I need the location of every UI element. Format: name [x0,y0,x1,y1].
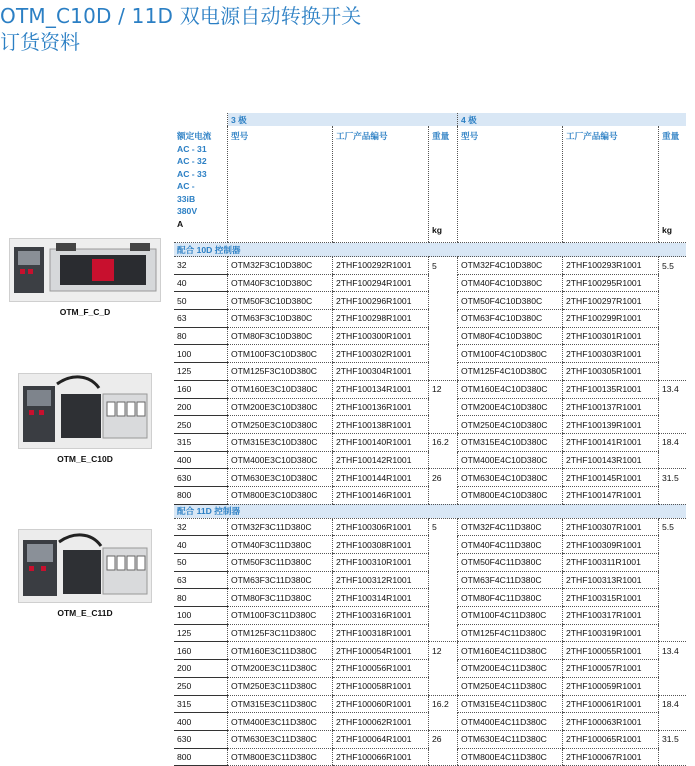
weight-4p-cell [659,416,687,434]
weight-3p-cell [429,292,458,310]
ordering-table [174,113,686,766]
product-no-4p-cell: 2THF100305R1001 [563,363,659,381]
product-no-4p-cell: 2THF100293R1001 [563,257,659,275]
model-3p-cell: OTM630E3C11D380C [228,730,333,748]
weight-3p-cell [429,677,458,695]
model-3p-cell: OTM32F3C11D380C [228,518,333,536]
weight-3p-cell [429,398,458,416]
weight-3p-cell [429,310,458,328]
rated-current-cell: 32 [174,518,228,536]
model-4p-cell: OTM100F4C10D380C [458,345,563,363]
group-label: 配合 11D 控制器 [174,504,686,518]
otm-f-c-d-switch-photo [9,238,161,302]
product-no-4p-cell: 2THF100313R1001 [563,571,659,589]
table-row [174,345,686,363]
pole4-header: 4 极 [458,113,687,126]
product-no-4p-cell: 2THF100063R1001 [563,713,659,731]
rated-current-cell: 400 [174,451,228,469]
table-row [174,518,686,536]
weight-3p-cell: 26 [429,469,458,487]
product-no-3p-cell: 2THF100066R1001 [333,748,429,766]
product-no-3p-cell: 2THF100060R1001 [333,695,429,713]
weight-3p-cell [429,660,458,678]
table-row [174,677,686,695]
model-3p-cell: OTM630E3C10D380C [228,469,333,487]
model-3p-cell: OTM200E3C10D380C [228,398,333,416]
weight-4p-cell [659,713,687,731]
model-4p-cell: OTM40F4C11D380C [458,536,563,554]
weight-4p-cell [659,571,687,589]
model-4p-cell: OTM200E4C10D380C [458,398,563,416]
weight-3p-cell: 12 [429,380,458,398]
model-4p-cell: OTM40F4C10D380C [458,274,563,292]
weight-4p-cell [659,310,687,328]
product-no-4p-cell: 2THF100067R1001 [563,748,659,766]
product-no-4p-cell: 2THF100303R1001 [563,345,659,363]
weight-4p-cell [659,607,687,625]
weight-3p-cell [429,274,458,292]
weight-3p-cell [429,416,458,434]
product-no-3p-cell: 2THF100316R1001 [333,607,429,625]
weight-4p-cell [659,274,687,292]
weight-3p-cell [429,536,458,554]
model-4p-cell: OTM50F4C10D380C [458,292,563,310]
product-no-4p-cell: 2THF100059R1001 [563,677,659,695]
product-caption: OTM_F_C_D [59,307,111,317]
weight-3p-cell: 26 [429,730,458,748]
product-no-3p-cell: 2THF100054R1001 [333,642,429,660]
product-no-3p-cell: 2THF100300R1001 [333,327,429,345]
otm-e-c11d-switch-photo [18,529,152,603]
model-3p-cell: OTM200E3C11D380C [228,660,333,678]
model-4p-cell: OTM315E4C11D380C [458,695,563,713]
product-no-3p-cell: 2THF100302R1001 [333,345,429,363]
rated-current-cell: 800 [174,748,228,766]
product-no-3p-cell: 2THF100296R1001 [333,292,429,310]
model-3p-cell: OTM100F3C10D380C [228,345,333,363]
product-no-4p-cell: 2THF100135R1001 [563,380,659,398]
model-3p-cell: OTM160E3C10D380C [228,380,333,398]
model-3p-cell: OTM40F3C11D380C [228,536,333,554]
model-4p-cell: OTM80F4C10D380C [458,327,563,345]
product-no-4p-cell: 2THF100295R1001 [563,274,659,292]
weight-4p-cell: 18.4 [659,695,687,713]
model-4p-cell: OTM160E4C11D380C [458,642,563,660]
model-header-4p: 型号 [458,126,563,243]
model-4p-cell: OTM800E4C10D380C [458,486,563,504]
model-3p-cell: OTM800E3C10D380C [228,486,333,504]
rated-current-cell: 160 [174,380,228,398]
weight-4p-cell [659,292,687,310]
model-4p-cell: OTM32F4C10D380C [458,257,563,275]
model-3p-cell: OTM50F3C11D380C [228,554,333,572]
product-no-3p-cell: 2THF100306R1001 [333,518,429,536]
product-no-3p-cell: 2THF100298R1001 [333,310,429,328]
weight-header-4p [659,126,687,243]
switch-illustration [19,530,151,602]
product-no-4p-cell: 2THF100145R1001 [563,469,659,487]
weight-3p-cell: 5 [429,518,458,536]
model-header-3p: 型号 [228,126,333,243]
table-row [174,695,686,713]
weight-4p-cell [659,748,687,766]
product-no-4p-cell: 2THF100061R1001 [563,695,659,713]
product-no-4p-cell: 2THF100139R1001 [563,416,659,434]
product-no-header-4p: 工厂产品编号 [563,126,659,243]
product-no-4p-cell: 2THF100317R1001 [563,607,659,625]
weight-3p-cell: 5 [429,257,458,275]
table-row [174,327,686,345]
weight-4p-cell: 5.5 [659,518,687,536]
table-row [174,451,686,469]
rated-current-cell: 250 [174,677,228,695]
rated-current-cell: 200 [174,398,228,416]
model-4p-cell: OTM250E4C11D380C [458,677,563,695]
weight-4p-cell [659,536,687,554]
product-no-3p-cell: 2THF100136R1001 [333,398,429,416]
model-4p-cell: OTM63F4C11D380C [458,571,563,589]
model-3p-cell: OTM63F3C11D380C [228,571,333,589]
table-row [174,398,686,416]
page-title: OTM_C10D / 11D 双电源自动转换开关 [0,4,362,28]
weight-3p-cell [429,607,458,625]
rated-current-cell: 80 [174,327,228,345]
rated-current-cell: 63 [174,571,228,589]
table-row [174,380,686,398]
table-row [174,730,686,748]
product-no-4p-cell: 2THF100147R1001 [563,486,659,504]
weight-3p-cell: 16.2 [429,695,458,713]
weight-4p-cell: 31.5 [659,469,687,487]
rated-current-line: AC - 33 [177,168,207,179]
rated-current-header [174,126,228,243]
weight-4p-cell [659,345,687,363]
rated-current-cell: 80 [174,589,228,607]
product-no-3p-cell: 2THF100138R1001 [333,416,429,434]
table-row [174,292,686,310]
table-row [174,310,686,328]
model-4p-cell: OTM125F4C11D380C [458,624,563,642]
table-row [174,274,686,292]
product-no-3p-cell: 2THF100146R1001 [333,486,429,504]
product-caption: OTM_E_C11D [57,608,113,618]
page-subtitle: 订货资料 [0,30,80,54]
rated-current-cell: 630 [174,469,228,487]
product-no-4p-cell: 2THF100307R1001 [563,518,659,536]
model-3p-cell: OTM400E3C10D380C [228,451,333,469]
product-no-4p-cell: 2THF100309R1001 [563,536,659,554]
weight-label: 重量 [432,131,450,141]
table-row [174,642,686,660]
product-no-3p-cell: 2THF100308R1001 [333,536,429,554]
product-no-3p-cell: 2THF100062R1001 [333,713,429,731]
product-no-4p-cell: 2THF100297R1001 [563,292,659,310]
rated-current-line: 380V [177,206,198,216]
table-row [174,660,686,678]
model-3p-cell: OTM80F3C11D380C [228,589,333,607]
rated-current-cell: 315 [174,695,228,713]
weight-4p-cell [659,486,687,504]
table-row [174,713,686,731]
model-4p-cell: OTM630E4C11D380C [458,730,563,748]
rated-current-cell: 63 [174,310,228,328]
table-row [174,571,686,589]
product-no-3p-cell: 2THF100310R1001 [333,554,429,572]
product-no-3p-cell: 2THF100134R1001 [333,380,429,398]
rated-current-line: 33iB [177,193,196,204]
model-4p-cell: OTM32F4C11D380C [458,518,563,536]
weight-4p-cell: 13.4 [659,642,687,660]
table-row [174,469,686,487]
weight-4p-cell [659,398,687,416]
weight-3p-cell: 16.2 [429,433,458,451]
weight-3p-cell [429,554,458,572]
table-row [174,624,686,642]
model-3p-cell: OTM40F3C10D380C [228,274,333,292]
model-3p-cell: OTM800E3C11D380C [228,748,333,766]
product-no-3p-cell: 2THF100064R1001 [333,730,429,748]
product-no-3p-cell: 2THF100318R1001 [333,624,429,642]
model-4p-cell: OTM80F4C11D380C [458,589,563,607]
product-no-4p-cell: 2THF100319R1001 [563,624,659,642]
pole3-header: 3 极 [228,113,458,126]
column-header-row [174,126,686,243]
product-no-4p-cell: 2THF100057R1001 [563,660,659,678]
rated-current-cell: 630 [174,730,228,748]
rated-current-cell: 100 [174,607,228,625]
product-no-4p-cell: 2THF100137R1001 [563,398,659,416]
rated-current-line: AC - [177,181,195,191]
weight-3p-cell [429,486,458,504]
table-row [174,589,686,607]
product-block [0,373,170,464]
model-4p-cell: OTM125F4C10D380C [458,363,563,381]
model-4p-cell: OTM160E4C10D380C [458,380,563,398]
table-row [174,554,686,572]
rated-current-cell: 250 [174,416,228,434]
rated-current-line: AC - 31 [177,143,207,154]
model-3p-cell: OTM63F3C10D380C [228,310,333,328]
model-3p-cell: OTM32F3C10D380C [228,257,333,275]
product-no-4p-cell: 2THF100315R1001 [563,589,659,607]
weight-4p-cell: 31.5 [659,730,687,748]
model-3p-cell: OTM160E3C11D380C [228,642,333,660]
model-4p-cell: OTM100F4C11D380C [458,607,563,625]
weight-4p-cell [659,677,687,695]
product-no-header-3p: 工厂产品编号 [333,126,429,243]
pole-header-row [174,113,686,126]
model-3p-cell: OTM80F3C10D380C [228,327,333,345]
table-row [174,607,686,625]
rated-current-cell: 800 [174,486,228,504]
model-3p-cell: OTM100F3C11D380C [228,607,333,625]
weight-unit: kg [432,225,443,235]
otm-e-c10d-switch-photo [18,373,152,449]
weight-3p-cell [429,345,458,363]
weight-3p-cell [429,624,458,642]
rated-current-line: 额定电流 [177,131,212,141]
rated-current-cell: 40 [174,274,228,292]
group-label: 配合 10D 控制器 [174,243,686,257]
model-4p-cell: OTM630E4C10D380C [458,469,563,487]
product-block [0,529,170,618]
table-row [174,486,686,504]
weight-4p-cell [659,589,687,607]
rated-current-cell: 32 [174,257,228,275]
table-row [174,536,686,554]
product-block [0,238,170,317]
rated-current-cell: 125 [174,624,228,642]
weight-4p-cell [659,554,687,572]
product-no-3p-cell: 2THF100292R1001 [333,257,429,275]
product-no-3p-cell: 2THF100304R1001 [333,363,429,381]
product-no-3p-cell: 2THF100144R1001 [333,469,429,487]
rated-current-unit: A [177,218,184,229]
product-no-4p-cell: 2THF100143R1001 [563,451,659,469]
product-no-3p-cell: 2THF100294R1001 [333,274,429,292]
rated-current-cell: 40 [174,536,228,554]
product-no-3p-cell: 2THF100314R1001 [333,589,429,607]
product-no-3p-cell: 2THF100058R1001 [333,677,429,695]
model-4p-cell: OTM400E4C11D380C [458,713,563,731]
model-3p-cell: OTM125F3C10D380C [228,363,333,381]
model-4p-cell: OTM250E4C10D380C [458,416,563,434]
model-3p-cell: OTM250E3C11D380C [228,677,333,695]
model-3p-cell: OTM315E3C11D380C [228,695,333,713]
model-3p-cell: OTM125F3C11D380C [228,624,333,642]
group-header-row [174,243,686,257]
model-3p-cell: OTM250E3C10D380C [228,416,333,434]
weight-3p-cell [429,451,458,469]
product-no-4p-cell: 2THF100065R1001 [563,730,659,748]
weight-3p-cell [429,713,458,731]
product-no-3p-cell: 2THF100312R1001 [333,571,429,589]
rated-current-line: AC - 32 [177,156,207,166]
rated-current-cell: 50 [174,292,228,310]
weight-3p-cell: 12 [429,642,458,660]
model-4p-cell: OTM63F4C10D380C [458,310,563,328]
rated-current-cell: 315 [174,433,228,451]
weight-label: 重量 [662,131,680,141]
weight-unit: kg [662,225,673,235]
switch-illustration [10,239,160,301]
weight-4p-cell [659,660,687,678]
weight-4p-cell: 13.4 [659,380,687,398]
product-caption: OTM_E_C10D [57,454,113,464]
weight-4p-cell [659,451,687,469]
rated-current-cell: 200 [174,660,228,678]
weight-header-3p [429,126,458,243]
weight-3p-cell [429,363,458,381]
table-row [174,257,686,275]
model-4p-cell: OTM200E4C11D380C [458,660,563,678]
weight-3p-cell [429,748,458,766]
model-3p-cell: OTM315E3C10D380C [228,433,333,451]
product-no-4p-cell: 2THF100301R1001 [563,327,659,345]
group-header-row [174,504,686,518]
product-no-3p-cell: 2THF100056R1001 [333,660,429,678]
weight-3p-cell [429,327,458,345]
model-4p-cell: OTM400E4C10D380C [458,451,563,469]
table-row [174,416,686,434]
product-no-4p-cell: 2THF100055R1001 [563,642,659,660]
rated-current-cell: 160 [174,642,228,660]
product-no-4p-cell: 2THF100141R1001 [563,433,659,451]
rated-current-cell: 50 [174,554,228,572]
rated-current-cell: 125 [174,363,228,381]
product-no-3p-cell: 2THF100140R1001 [333,433,429,451]
model-4p-cell: OTM800E4C11D380C [458,748,563,766]
model-3p-cell: OTM50F3C10D380C [228,292,333,310]
rated-current-cell: 100 [174,345,228,363]
model-4p-cell: OTM50F4C11D380C [458,554,563,572]
table-row [174,363,686,381]
rated-current-cell: 400 [174,713,228,731]
product-no-3p-cell: 2THF100142R1001 [333,451,429,469]
switch-illustration [19,374,151,448]
weight-3p-cell [429,589,458,607]
table-row [174,433,686,451]
weight-4p-cell [659,624,687,642]
weight-4p-cell: 5.5 [659,257,687,275]
weight-3p-cell [429,571,458,589]
model-4p-cell: OTM315E4C10D380C [458,433,563,451]
weight-4p-cell [659,363,687,381]
product-no-4p-cell: 2THF100299R1001 [563,310,659,328]
model-3p-cell: OTM400E3C11D380C [228,713,333,731]
product-no-4p-cell: 2THF100311R1001 [563,554,659,572]
table-row [174,748,686,766]
weight-4p-cell: 18.4 [659,433,687,451]
weight-4p-cell [659,327,687,345]
